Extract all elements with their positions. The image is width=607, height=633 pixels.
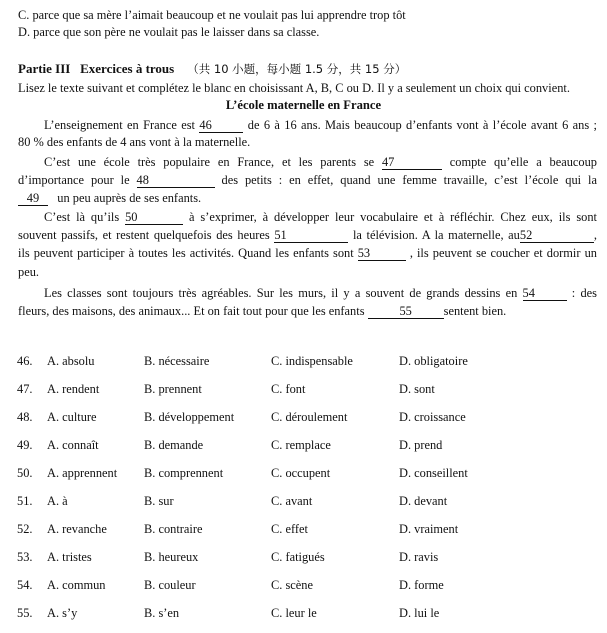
blank-47: 47 xyxy=(382,155,442,170)
option-b: B. développement xyxy=(144,410,235,424)
blank-48: 48 xyxy=(137,173,215,188)
text-run: de 6 à 16 ans. Mais beaucoup d’enfants vont à l’école avant 6 ans ; xyxy=(247,118,597,132)
text-run: sentent bien. xyxy=(443,304,507,318)
question-number: 48. xyxy=(17,410,33,424)
question-number: 53. xyxy=(17,550,33,564)
text-run: , ils peuvent se coucher et dormir un xyxy=(409,246,597,260)
option-c: C. scène xyxy=(271,578,313,592)
question-number: 47. xyxy=(17,382,33,396)
text-run: des petits : en effet, quand une femme travaille, c’est l’école qui la xyxy=(221,173,597,187)
option-c: C. leur le xyxy=(271,606,317,620)
text-run: la télévision. A la maternelle, au xyxy=(352,228,520,242)
question-row xyxy=(17,493,597,509)
passage-line xyxy=(18,172,597,188)
question-row xyxy=(17,577,597,593)
passage-line xyxy=(18,303,597,319)
text-run: souvent passifs, et restent quelquefois des heures xyxy=(18,228,270,242)
section-part: Partie III xyxy=(18,61,71,76)
text-run: ils peuvent participer à toutes les activités. Quand les enfants sont xyxy=(18,246,354,260)
option-b: B. heureux xyxy=(144,550,199,564)
text-run: fleurs, des maisons, des animaux... Et on fait tout pour que les enfants xyxy=(18,304,365,318)
passage-title: L’école maternelle en France xyxy=(225,98,382,112)
passage-line xyxy=(44,209,597,225)
option-b: B. s’en xyxy=(144,606,180,620)
passage-line: 80 % des enfants de 4 ans vont à la maternelle. xyxy=(18,135,251,149)
text-run: à s’exprimer, à développer leur vocabulaire et à réfléchir. Chez eux, ils sont xyxy=(189,210,597,224)
option-c: C. occupent xyxy=(271,466,331,480)
blank-46: 46 xyxy=(199,118,243,133)
blank-49: 49 xyxy=(18,191,48,206)
option-a: A. rendent xyxy=(47,382,100,396)
option-a: A. s’y xyxy=(47,606,78,620)
blank-53: 53 xyxy=(358,246,406,261)
option-a: A. revanche xyxy=(47,522,107,536)
option-c: C. indispensable xyxy=(271,354,353,368)
text-run: L’enseignement en France est xyxy=(44,118,195,132)
text-run: : des xyxy=(571,286,597,300)
option-c: C. remplace xyxy=(271,438,331,452)
text-run: un peu auprès de ses enfants. xyxy=(57,191,202,205)
option-a: A. connaît xyxy=(47,438,99,452)
question-row xyxy=(17,521,597,537)
option-a: A. à xyxy=(47,494,68,508)
option-a: A. absolu xyxy=(47,354,95,368)
blank-55: 55 xyxy=(368,304,444,319)
blank-50: 50 xyxy=(125,210,183,225)
option-a: A. culture xyxy=(47,410,97,424)
option-c: C. font xyxy=(271,382,306,396)
text-run: , xyxy=(593,228,597,242)
option-d: D. conseillent xyxy=(399,466,468,480)
blank-52: 52 xyxy=(520,228,594,243)
option-d: D. vraiment xyxy=(399,522,459,536)
question-row xyxy=(17,437,597,453)
option-a: A. tristes xyxy=(47,550,92,564)
option-c: C. déroulement xyxy=(271,410,348,424)
question-number: 55. xyxy=(17,606,33,620)
question-row xyxy=(17,353,597,369)
passage-line xyxy=(44,117,597,133)
question-number: 51. xyxy=(17,494,33,508)
option-d: D. ravis xyxy=(399,550,439,564)
question-number: 49. xyxy=(17,438,33,452)
text-run: d’importance pour le xyxy=(18,173,130,187)
blank-51: 51 xyxy=(274,228,348,243)
question-row xyxy=(17,409,597,425)
option-a: A. commun xyxy=(47,578,106,592)
option-d: D. lui le xyxy=(399,606,440,620)
question-number: 50. xyxy=(17,466,33,480)
question-row xyxy=(17,605,597,621)
prev-option-d: D. parce que son père ne voulait pas le laisser dans sa classe. xyxy=(18,25,320,39)
option-d: D. sont xyxy=(399,382,435,396)
passage-line xyxy=(18,227,597,243)
option-b: B. comprennent xyxy=(144,466,224,480)
text-run: C’est là qu’ils xyxy=(44,210,120,224)
passage-line xyxy=(18,190,597,206)
question-number: 54. xyxy=(17,578,33,592)
option-b: B. prennent xyxy=(144,382,202,396)
section-instruction: Lisez le texte suivant et complétez le blanc en choisissant A, B, C ou D. Il y a seulement un choix qui convient. xyxy=(18,81,570,95)
option-b: B. sur xyxy=(144,494,174,508)
option-b: B. nécessaire xyxy=(144,354,210,368)
text-run: compte qu’elle a beaucoup xyxy=(449,155,597,169)
option-d: D. croissance xyxy=(399,410,466,424)
option-b: B. contraire xyxy=(144,522,203,536)
passage-line xyxy=(18,245,597,261)
option-c: C. avant xyxy=(271,494,313,508)
passage-line: peu. xyxy=(18,265,39,279)
option-d: D. obligatoire xyxy=(399,354,468,368)
option-c: C. fatigués xyxy=(271,550,325,564)
option-d: D. prend xyxy=(399,438,443,452)
question-row xyxy=(17,549,597,565)
prev-option-c: C. parce que sa mère l’aimait beaucoup et ne voulait pas lui apprendre trop tôt xyxy=(18,8,406,22)
option-b: B. couleur xyxy=(144,578,196,592)
option-c: C. effet xyxy=(271,522,308,536)
section-points: （共 10 小题，每小题 1.5 分，共 15 分） xyxy=(187,62,407,76)
option-a: A. apprennent xyxy=(47,466,118,480)
question-number: 52. xyxy=(17,522,33,536)
blank-54: 54 xyxy=(523,286,567,301)
option-d: D. forme xyxy=(399,578,444,592)
passage-line xyxy=(44,154,597,170)
question-row xyxy=(17,465,597,481)
text-run: Les classes sont toujours très agréables. Sur les murs, il y a souvent de grands dessins en xyxy=(44,286,518,300)
question-number: 46. xyxy=(17,354,33,368)
option-d: D. devant xyxy=(399,494,448,508)
text-run: C’est une école très populaire en France, et les parents se xyxy=(44,155,375,169)
passage-line xyxy=(44,285,597,301)
option-b: B. demande xyxy=(144,438,204,452)
question-row xyxy=(17,381,597,397)
section-name: Exercices à trous xyxy=(80,61,175,76)
section-heading xyxy=(18,61,597,77)
